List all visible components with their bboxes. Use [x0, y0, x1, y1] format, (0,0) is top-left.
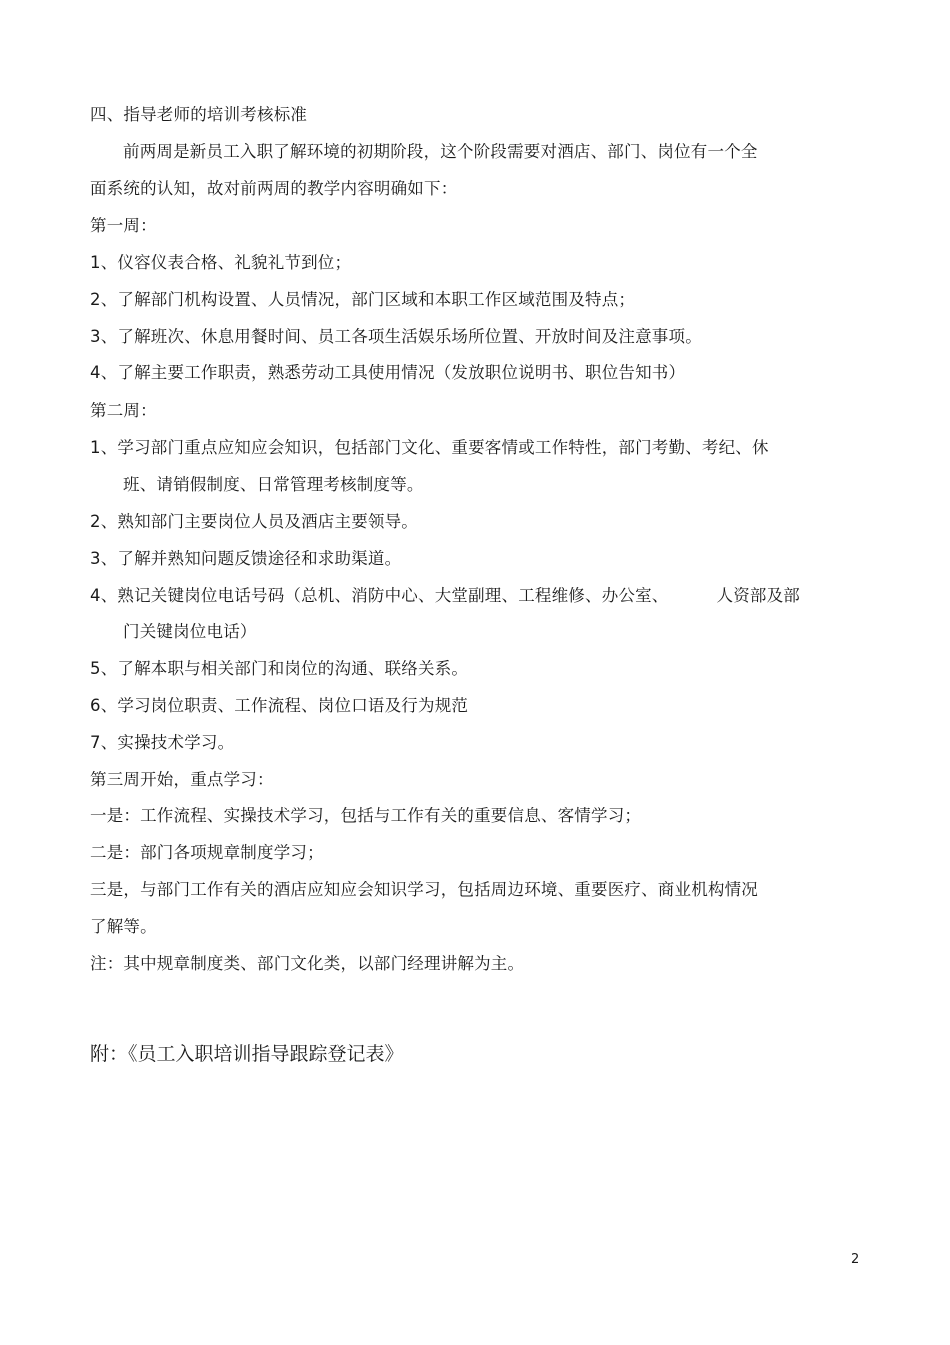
note: 注：其中规章制度类、部门文化类，以部门经理讲解为主。 [90, 954, 525, 973]
week1-heading: 第一周： [90, 216, 157, 235]
week2-item-1-line-1: 1、学习部门重点应知应会知识，包括部门文化、重要客情或工作特性，部门考勤、考纪、休 [90, 438, 769, 457]
intro-line-1: 前两周是新员工入职了解环境的初期阶段，这个阶段需要对酒店、部门、岗位有一个全 [123, 142, 758, 161]
week1-item-1: 1、仪容仪表合格、礼貌礼节到位； [90, 253, 352, 272]
week2-item-2: 2、熟知部门主要岗位人员及酒店主要领导。 [90, 512, 418, 531]
week2-item-5: 5、了解本职与相关部门和岗位的沟通、联络关系。 [90, 659, 469, 678]
week3-point-3-line-2: 了解等。 [90, 917, 157, 936]
week1-item-4: 4、了解主要工作职责，熟悉劳动工具使用情况（发放职位说明书、职位告知书） [90, 363, 686, 382]
page-number: 2 [851, 1252, 860, 1267]
week2-item-4-line-2: 门关键岗位电话） [123, 622, 257, 641]
intro-line-2: 面系统的认知，故对前两周的教学内容明确如下： [90, 179, 458, 198]
week3-point-3-line-1: 三是，与部门工作有关的酒店应知应会知识学习，包括周边环境、重要医疗、商业机构情况 [90, 880, 758, 899]
week2-item-4-part-a: 4、熟记关键岗位电话号码（总机、消防中心、大堂副理、工程维修、办公室、 [90, 586, 669, 605]
week2-item-3: 3、了解并熟知问题反馈途径和求助渠道。 [90, 549, 402, 568]
week2-item-6: 6、学习岗位职责、工作流程、岗位口语及行为规范 [90, 696, 469, 715]
week2-item-4-line-1 [90, 585, 800, 607]
week3-point-1: 一是：工作流程、实操技术学习，包括与工作有关的重要信息、客情学习； [90, 806, 642, 825]
week1-item-2: 2、了解部门机构设置、人员情况，部门区域和本职工作区域范围及特点； [90, 290, 636, 309]
week2-heading: 第二周： [90, 401, 157, 420]
week3-point-2: 二是：部门各项规章制度学习； [90, 843, 324, 862]
attachment-title: 附：《员工入职培训指导跟踪登记表》 [90, 1043, 404, 1065]
week2-item-7: 7、实操技术学习。 [90, 733, 235, 752]
week3-heading: 第三周开始，重点学习： [90, 770, 274, 789]
section-heading: 四、指导老师的培训考核标准 [90, 105, 308, 124]
week1-item-3: 3、了解班次、休息用餐时间、员工各项生活娱乐场所位置、开放时间及注意事项。 [90, 327, 702, 346]
week2-item-4-part-b: 人资部及部 [716, 586, 800, 605]
week2-item-1-line-2: 班、请销假制度、日常管理考核制度等。 [123, 475, 424, 494]
